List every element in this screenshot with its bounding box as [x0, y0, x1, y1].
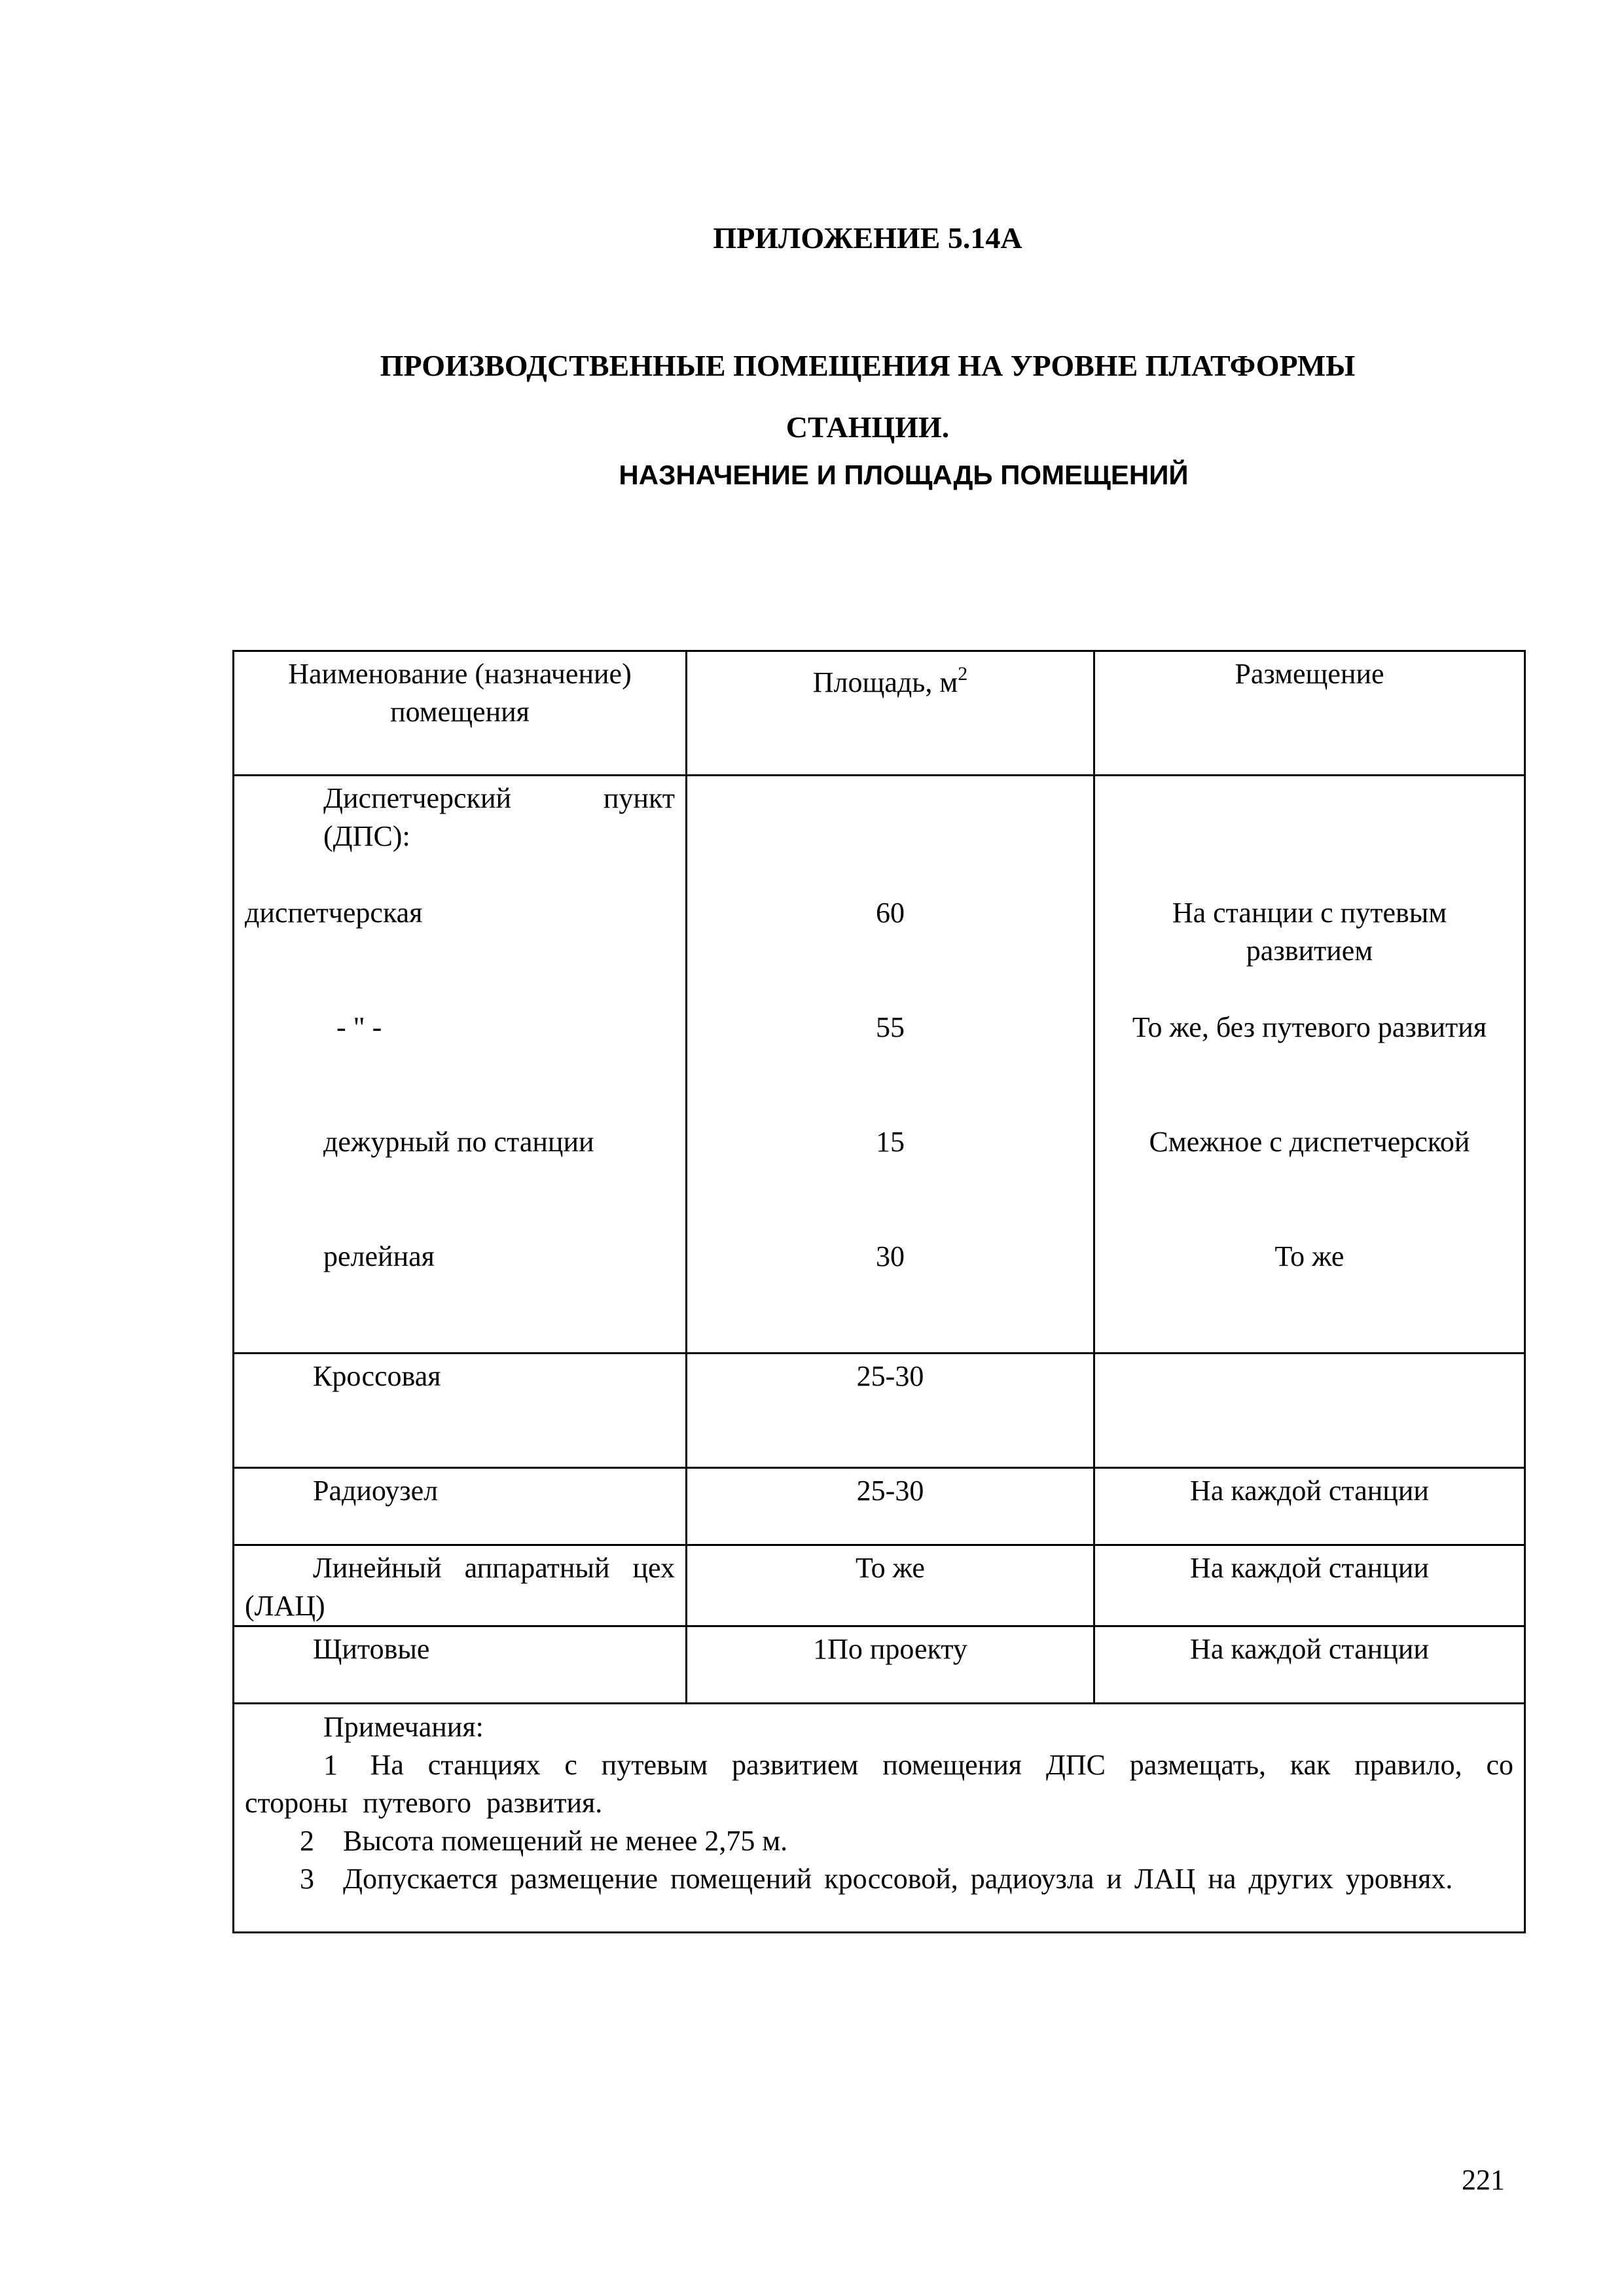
appendix-label: ПРИЛОЖЕНИЕ 5.14А: [713, 221, 1022, 255]
notes-title: Примечания:: [323, 1711, 484, 1743]
notes-row: [234, 1704, 1525, 1933]
note-text: Высота помещений не менее 2,75 м.: [343, 1825, 788, 1857]
premises-table: [232, 650, 1526, 1933]
row-placement: На каждой станции: [1094, 1626, 1525, 1704]
row-placement: [1094, 1354, 1525, 1468]
dps-item-name: диспетчерская: [245, 897, 423, 929]
note-text: Допускается размещение помещений кроссовой, радиоузла и ЛАЦ на других уровнях.: [343, 1863, 1453, 1895]
table-row: [234, 1468, 1525, 1545]
dps-item-name: релейная: [323, 1240, 435, 1272]
dps-placement-cell: [1094, 776, 1525, 1354]
dps-item-area: 15: [876, 1126, 905, 1158]
dps-item-name: - " -: [336, 1011, 382, 1043]
header-area: [687, 651, 1094, 776]
title-line-1: ПРОИЗВОДСТВЕННЫЕ ПОМЕЩЕНИЯ НА УРОВНЕ ПЛАТФОРМЫ: [380, 349, 1356, 382]
note-number: 3: [300, 1863, 314, 1895]
table-row: [234, 1626, 1525, 1704]
row-name: Радиоузел: [234, 1468, 687, 1545]
header-placement: Размещение: [1094, 651, 1525, 776]
note-text: На станциях с путевым развитием помещения ДПС размещать, как правило, со стороны путевого развития.: [245, 1749, 1514, 1819]
dps-group-row: [234, 776, 1525, 1354]
header-name: Наименование (назначение) помещения: [234, 651, 687, 776]
dps-item-placement: То же: [1274, 1240, 1344, 1272]
dps-group-title: Диспетчерский пункт (ДПС):: [323, 782, 675, 852]
dps-item-placement: То же, без путевого развития: [1132, 1011, 1487, 1043]
dps-item-area: 60: [876, 897, 905, 929]
note-item: [245, 1746, 1513, 1822]
dps-name-cell: [234, 776, 687, 1354]
title-line-2: СТАНЦИИ.: [785, 410, 950, 444]
note-item: [245, 1822, 1513, 1860]
header-area-label: Площадь, м: [812, 666, 958, 698]
dps-item-area: 30: [876, 1240, 905, 1272]
header-area-superscript: 2: [958, 663, 968, 685]
note-item: [245, 1860, 1513, 1898]
row-area: 1По проекту: [687, 1626, 1094, 1704]
row-area: 25-30: [687, 1354, 1094, 1468]
page-number: 221: [1462, 2164, 1505, 2196]
dps-item-placement: Смежное с диспетчерской: [1149, 1126, 1470, 1158]
row-placement: На каждой станции: [1094, 1545, 1525, 1626]
dps-area-cell: [687, 776, 1094, 1354]
table-header-row: [234, 651, 1525, 776]
row-name: Щитовые: [234, 1626, 687, 1704]
notes-cell: [234, 1704, 1525, 1933]
row-area: То же: [687, 1545, 1094, 1626]
row-name: Кроссовая: [234, 1354, 687, 1468]
document-title: [0, 335, 1624, 458]
table-row: [234, 1354, 1525, 1468]
row-name: Линейный аппаратный цех (ЛАЦ): [234, 1545, 687, 1626]
table-row: [234, 1545, 1525, 1626]
dps-item-placement: На станции с путевым развитием: [1172, 897, 1447, 967]
note-number: 1: [323, 1749, 338, 1781]
note-number: 2: [300, 1825, 314, 1857]
dps-item-name: дежурный по станции: [323, 1126, 594, 1158]
row-placement: На каждой станции: [1094, 1468, 1525, 1545]
row-area: 25-30: [687, 1468, 1094, 1545]
document-subtitle: НАЗНАЧЕНИЕ И ПЛОЩАДЬ ПОМЕЩЕНИЙ: [619, 459, 1189, 490]
dps-item-area: 55: [876, 1011, 905, 1043]
